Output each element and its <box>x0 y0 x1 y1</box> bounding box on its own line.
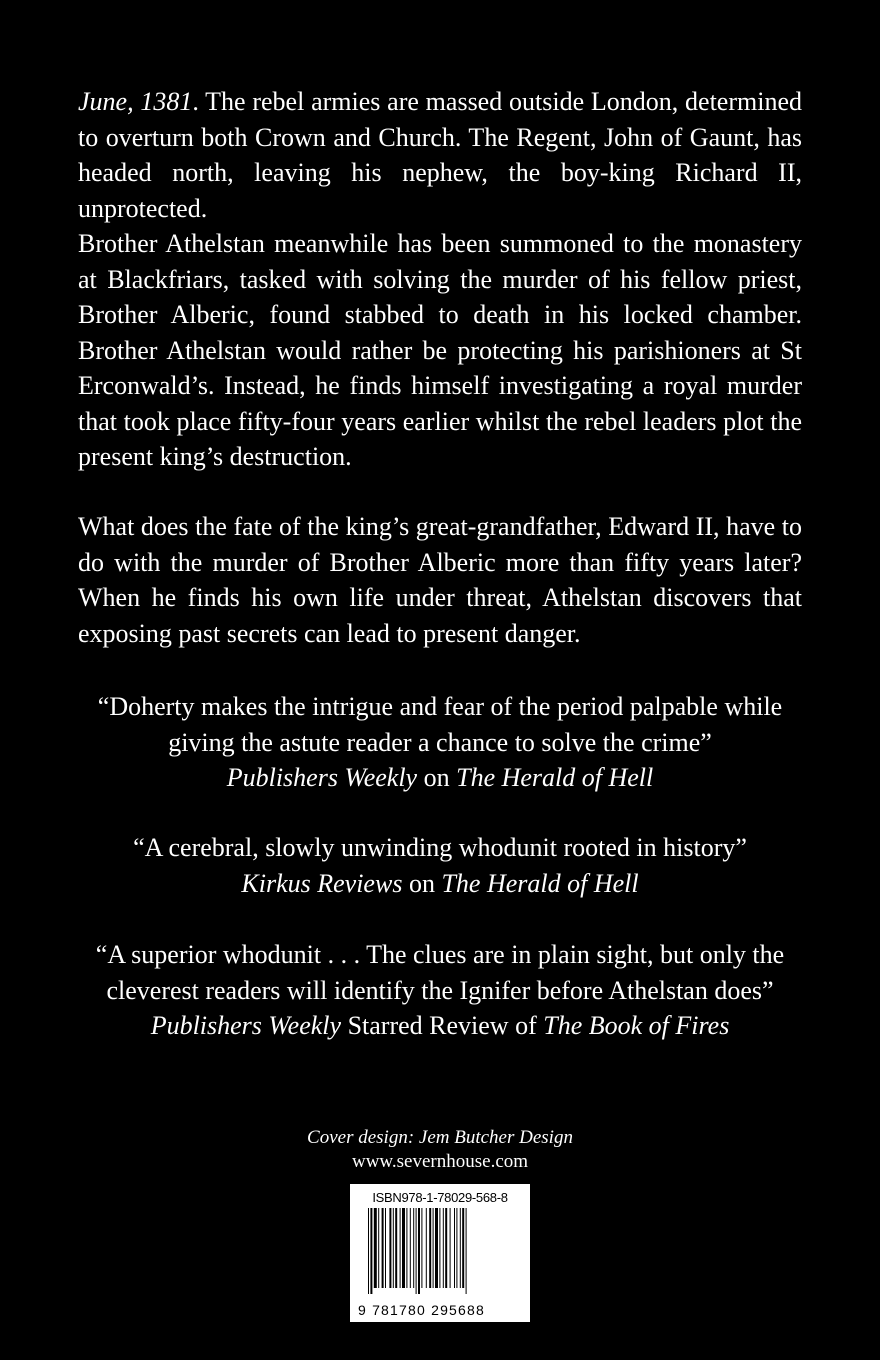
review-book-title: The Herald of Hell <box>441 868 639 898</box>
cover-design-credit: Cover design: Jem Butcher Design <box>307 1127 573 1148</box>
review-quote-text: cleverest readers will identify the Ignifer before Athelstan does” <box>106 975 774 1005</box>
review-connector: on <box>408 868 435 898</box>
isbn-label: ISBN978-1-78029-568-8 <box>372 1190 508 1205</box>
review-book-title: The Book of Fires <box>543 1011 730 1040</box>
barcode-bars-graphic <box>368 1208 512 1294</box>
review-source: Kirkus Reviews <box>241 868 403 898</box>
review-quote-text: giving the astute reader a chance to solve the crime” <box>168 727 712 757</box>
publisher-website: www.severnhouse.com <box>351 1151 529 1172</box>
isbn-barcode <box>350 1184 530 1322</box>
credits <box>200 1126 680 1174</box>
synopsis-paragraph-1 <box>78 84 802 226</box>
review-attribution <box>60 866 820 902</box>
review-quote-2 <box>60 830 820 901</box>
review-quote-3 <box>60 937 820 1044</box>
review-attribution <box>60 760 820 796</box>
review-quote-1 <box>60 689 820 796</box>
ean-digits: 9 781780 295688 <box>358 1302 485 1318</box>
review-attribution <box>60 1008 820 1044</box>
review-connector: Starred Review of <box>347 1011 537 1040</box>
review-book-title: The Herald of Hell <box>456 763 654 792</box>
review-connector: on <box>423 763 450 792</box>
synopsis-date: June, 1381 <box>78 87 193 116</box>
synopsis-paragraph-1-text: . The rebel armies are massed outside London, determined to overturn both Crown and Church. The Regent, John of Gaunt, has headed north, leaving his nephew, the boy-king Richard II, unprotected. <box>78 87 802 223</box>
review-quote-text: “A cerebral, slowly unwinding whodunit rooted in history” <box>133 833 747 862</box>
synopsis-paragraph-2: Brother Athelstan meanwhile has been summoned to the monastery at Blackfriars, tasked with solving the murder of his fellow priest, Brother Alberic, found stabbed to death in his locked chamber. Brother Athelstan would rather be protecting his parishioners at St Erconwald’s. Instead, he finds himself investigating a royal murder that took place fifty-four years earlier whilst the rebel leaders plot the present king’s destruction. <box>78 229 802 471</box>
synopsis-paragraph-3: What does the fate of the king’s great-grandfather, Edward II, have to do with the murder of Brother Alberic more than fifty years later? When he finds his own life under threat, Athelstan discovers that exposing past secrets can lead to present danger. <box>78 512 802 648</box>
review-source: Publishers Weekly <box>150 1011 342 1040</box>
review-quote-text: “A superior whodunit . . . The clues are in plain sight, but only the <box>95 940 785 969</box>
review-source: Publishers Weekly <box>226 763 418 792</box>
review-quote-text: “Doherty makes the intrigue and fear of the period palpable while <box>97 692 783 721</box>
